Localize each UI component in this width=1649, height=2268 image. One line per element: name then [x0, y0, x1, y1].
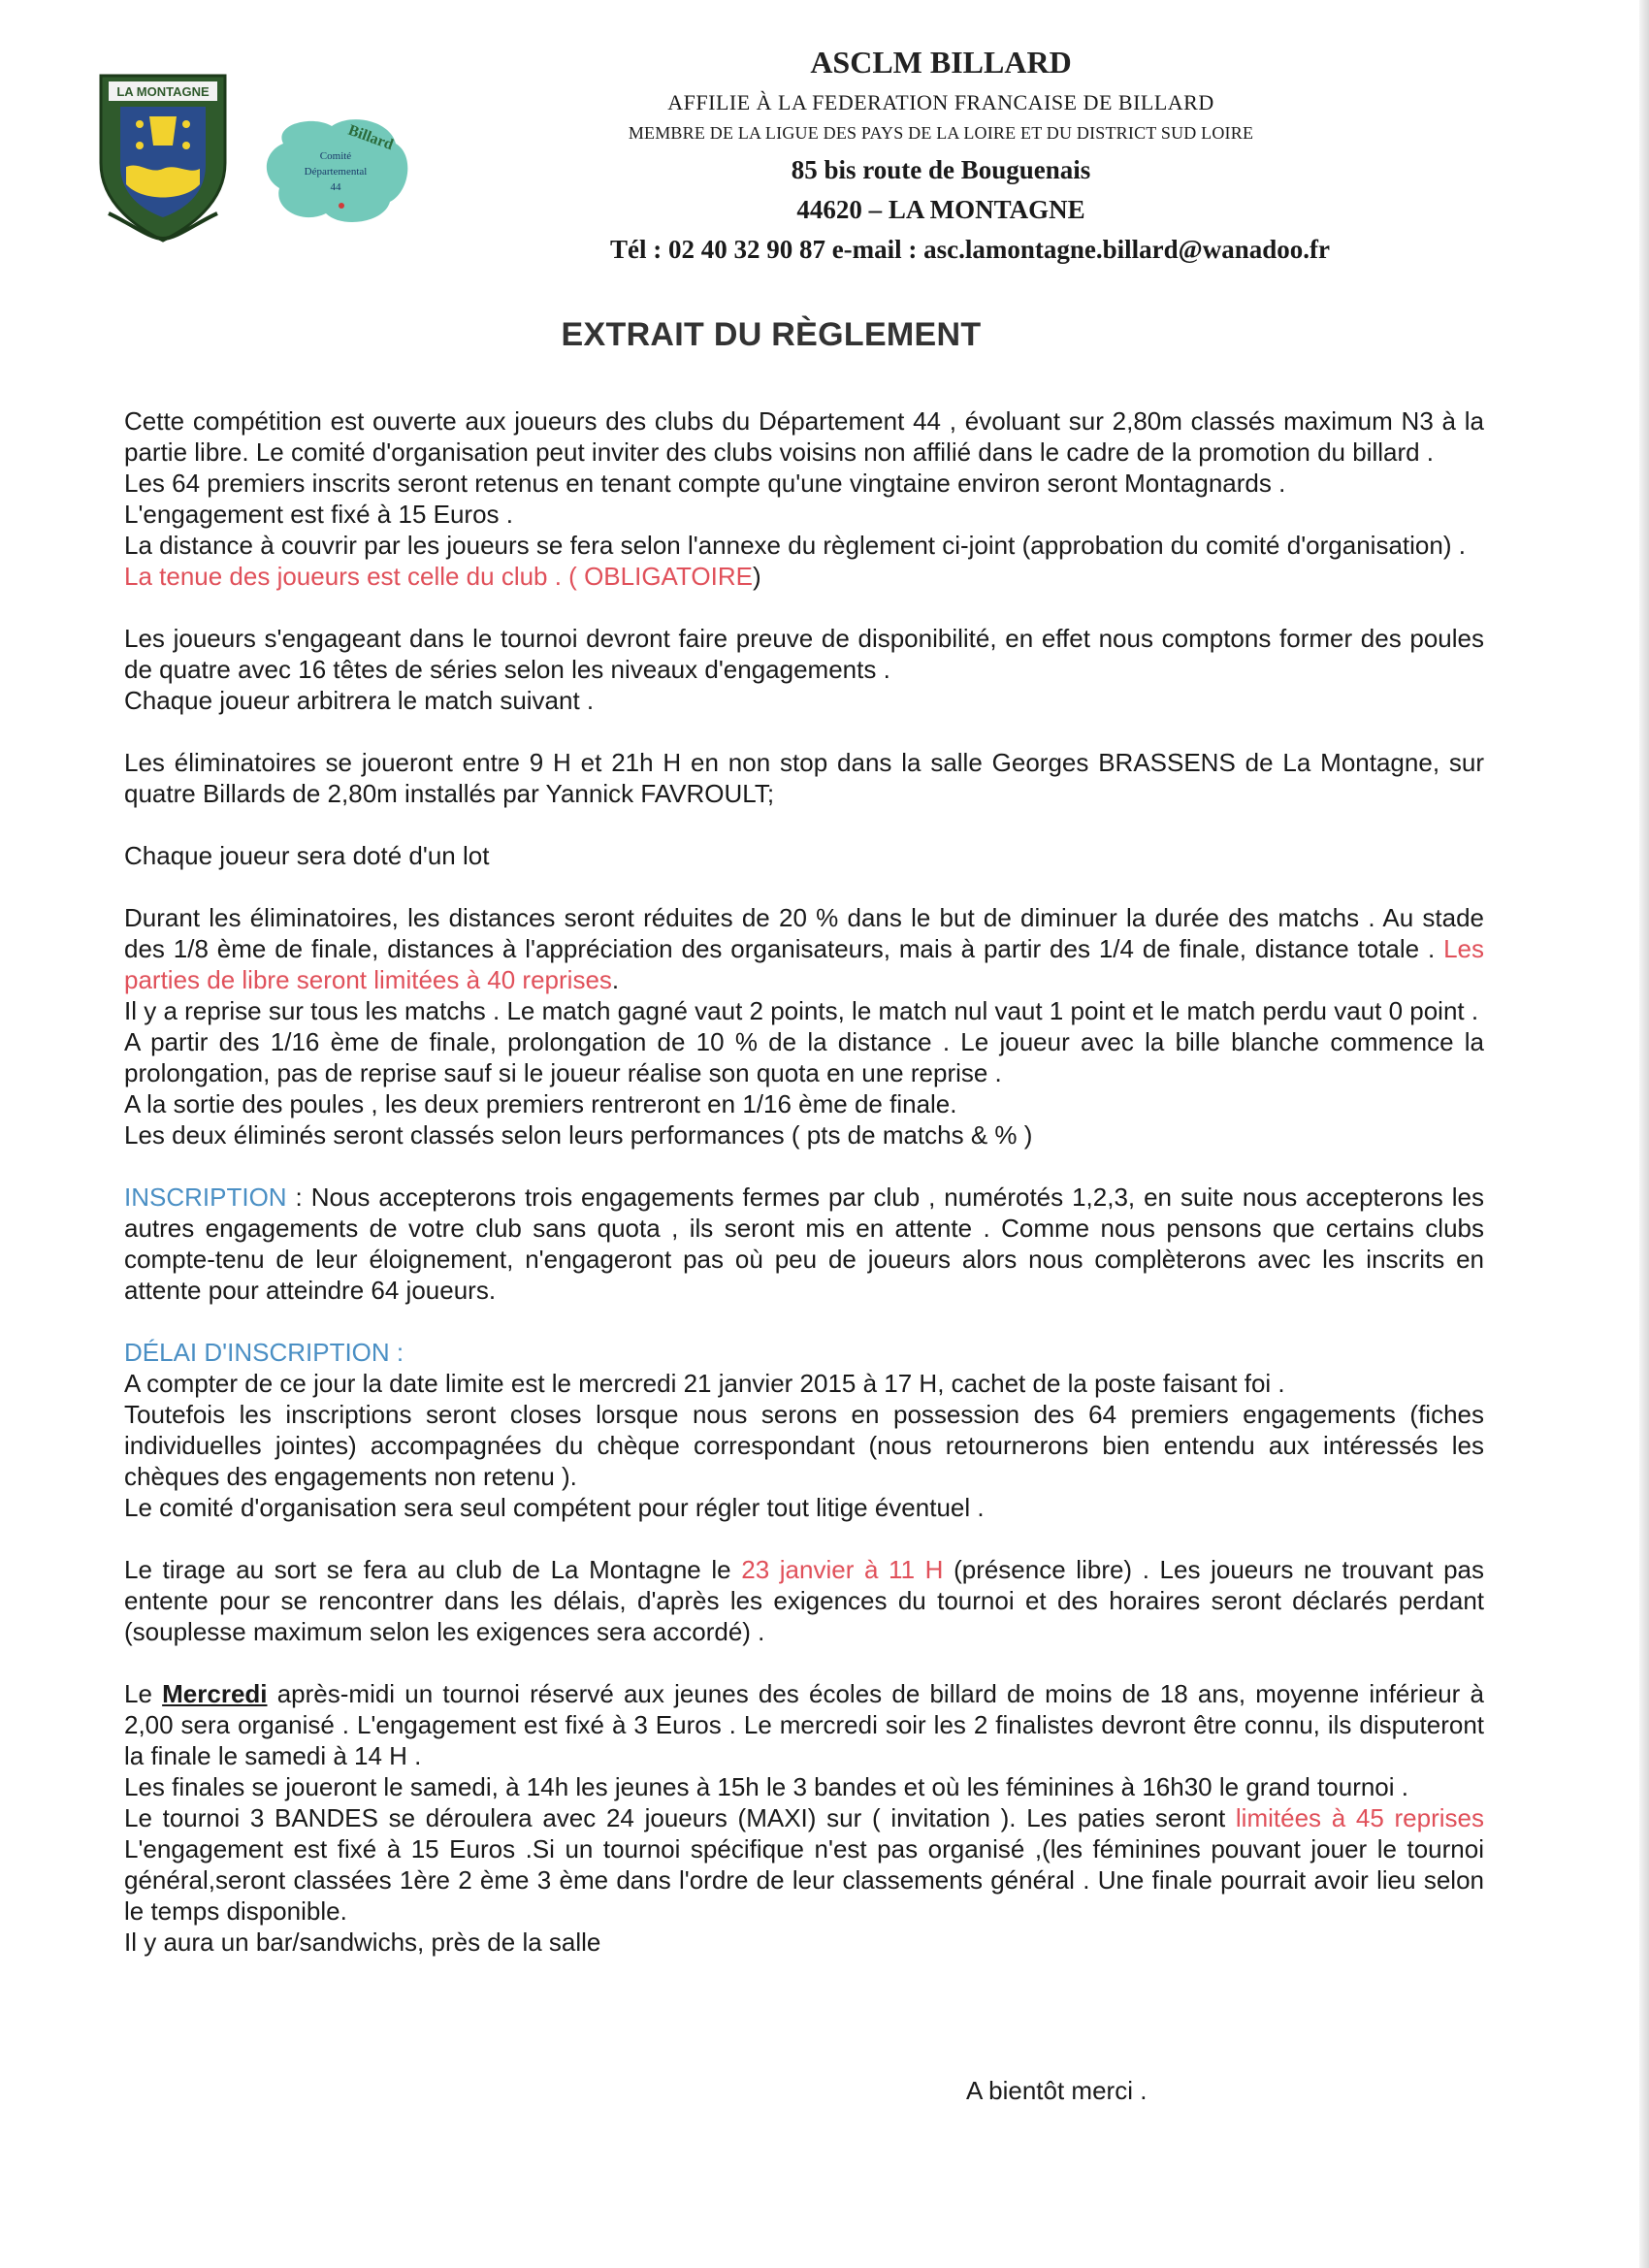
- deadline-label: DÉLAI D'INSCRIPTION :: [124, 1338, 404, 1367]
- letterhead: [456, 45, 1426, 265]
- paragraph-ranking: Les deux éliminés seront classés selon leurs performances ( pts de matchs & % ): [124, 1120, 1033, 1150]
- paragraph-three-cushion: [124, 1802, 1484, 1927]
- document-title: EXTRAIT DU RÈGLEMENT: [561, 316, 982, 353]
- three-cushion-limit-highlight: limitées à 45 reprises: [1235, 1803, 1484, 1832]
- paragraph-deadline: A compter de ce jour la date limite est le mercredi 21 janvier 2015 à 17 H, cachet de la poste faisant foi .: [124, 1369, 1285, 1398]
- distances-end: .: [611, 965, 620, 994]
- paragraph-referee: Chaque joueur arbitrera le match suivant .: [124, 686, 595, 715]
- paragraph-distance: La distance à couvrir par les joueurs se fera selon l'annexe du règlement ci-joint (approbation du comité d'organisation) .: [124, 531, 1466, 560]
- paragraph-committee: Le comité d'organisation sera seul compétent pour régler tout litige éventuel .: [124, 1493, 985, 1522]
- paragraph-availability: Les joueurs s'engageant dans le tournoi devront faire preuve de disponibilité, en effet nous comptons former des poules de quatre avec 16 têtes de séries selon les niveaux d'engagements .: [124, 624, 1484, 684]
- stamp-line-4: 44: [330, 181, 341, 193]
- distances-text: Durant les éliminatoires, les distances seront réduites de 20 % dans le but de diminuer la durée des matchs . Au stade des 1/8 ème de finale, distances à l'appréciation des organisateurs, mais à partir des 1/4 de finale, distance totale .: [124, 903, 1484, 963]
- paragraph-closure: Toutefois les inscriptions seront closes lorsque nous serons en possession des 64 premiers engagements (fiches individuelles jointes) accompagnées du chèque correspondant (nous retournerons bien entendu aux intéressés les chèques des engagements non retenu ).: [124, 1400, 1484, 1491]
- closing-remark: A bientôt merci .: [966, 2076, 1148, 2105]
- paragraph-inscription: [124, 1182, 1484, 1306]
- affiliation-line: AFFILIE À LA FEDERATION FRANCAISE DE BILLARD: [667, 90, 1214, 114]
- paragraph-pools: A la sortie des poules , les deux premiers rentreront en 1/16 ème de finale.: [124, 1089, 957, 1118]
- paragraph-bar: Il y aura un bar/sandwichs, près de la salle: [124, 1928, 601, 1957]
- three-cushion-text: Le tournoi 3 BANDES se déroulera avec 24 joueurs (MAXI) sur ( invitation ). Les paties seront: [124, 1803, 1236, 1832]
- inscription-label: INSCRIPTION: [124, 1183, 287, 1212]
- paragraph-finals: Les finales se joueront le samedi, à 14h les jeunes à 15h le 3 bandes et où les féminines à 16h30 le grand tournoi .: [124, 1772, 1408, 1801]
- paragraph-youth: [124, 1678, 1484, 1771]
- regulation-body: [124, 405, 1484, 1958]
- address-street: 85 bis route de Bouguenais: [791, 155, 1091, 184]
- draw-text-end: (présence libre) . Les joueurs ne trouvant pas entente pour se rencontrer dans les délais, d'après les exigences du tournoi et des horaires seront déclarés perdant (souplesse maximum selon les exigences sera accordé) .: [124, 1555, 1485, 1646]
- wednesday-emphasis: Mercredi: [162, 1679, 268, 1708]
- draw-date-highlight: 23 janvier à 11 H: [741, 1555, 944, 1584]
- paragraph-draw: [124, 1554, 1484, 1647]
- youth-prefix: Le: [124, 1679, 163, 1708]
- stamp-line-3: Départemental: [304, 166, 368, 178]
- three-cushion-end: L'engagement est fixé à 15 Euros .Si un tournoi spécifique n'est pas organisé ,(les féminines pouvant jouer le tournoi général,seront classées 1ère 2 ème 3 ème dans l'ordre de leur classements général . Une finale pourrait avoir lieu selon le temps disponible.: [124, 1834, 1484, 1926]
- stamp-line-1: Billard: [345, 121, 396, 154]
- dress-code-highlight: La tenue des joueurs est celle du club . ( OBLIGATOIRE: [124, 562, 753, 591]
- membership-line: MEMBRE DE LA LIGUE DES PAYS DE LA LOIRE ET DU DISTRICT SUD LOIRE: [628, 123, 1254, 143]
- paragraph-points: Il y a reprise sur tous les matchs . Le match gagné vaut 2 points, le match nul vaut 1 point et le match perdu vaut 0 point .: [124, 996, 1479, 1025]
- address-city: 44620 – LA MONTAGNE: [796, 195, 1085, 224]
- reprise-limit-highlight: Les parties de libre seront limitées à 40 reprises: [124, 934, 1484, 994]
- paragraph-fee: L'engagement est fixé à 15 Euros .: [124, 500, 513, 529]
- youth-text: après-midi un tournoi réservé aux jeunes des écoles de billard de moins de 18 ans, moyenne inférieur à 2,00 sera organisé . L'engagement est fixé à 3 Euros . Le mercredi soir les 2 finalistes devront être connu, ils disputeront la finale le samedi à 14 H .: [124, 1679, 1484, 1770]
- paragraph-prize: Chaque joueur sera doté d'un lot: [124, 841, 490, 870]
- club-crest-logo: [91, 68, 235, 243]
- contact-line: Tél : 02 40 32 90 87 e-mail : asc.lamontagne.billard@wanadoo.fr: [609, 235, 1331, 264]
- scan-edge: [1639, 0, 1649, 2268]
- paragraph-registrants: Les 64 premiers inscrits seront retenus en tenant compte qu'une vingtaine environ seront Montagnards .: [124, 469, 1286, 498]
- paragraph-dress-code: [124, 561, 1484, 592]
- crest-label: LA MONTAGNE: [116, 84, 210, 99]
- committee-stamp-logo: [254, 105, 417, 231]
- club-name: ASCLM BILLARD: [810, 45, 1072, 80]
- inscription-text: : Nous accepterons trois engagements fermes par club , numérotés 1,2,3, en suite nous accepterons les autres engagements de votre club sans quota , ils seront mis en attente . Comme nous pensons que certains clubs compte-tenu de leur éloignement, n'engageront pas où peu de joueurs alors nous complèterons avec les inscrits en attente pour atteindre 64 joueurs.: [124, 1183, 1484, 1305]
- paragraph-extension: A partir des 1/16 ème de finale, prolongation de 10 % de la distance . Le joueur avec la bille blanche commence la prolongation, pas de reprise sauf si le joueur réalise son quota en une reprise .: [124, 1027, 1484, 1087]
- paragraph-schedule: Les éliminatoires se joueront entre 9 H et 21h H en non stop dans la salle Georges BRASSENS de La Montagne, sur quatre Billards de 2,80m installés par Yannick FAVROULT;: [124, 748, 1484, 808]
- paragraph-distances: [124, 902, 1484, 995]
- dress-code-end: ): [752, 562, 761, 591]
- draw-text: Le tirage au sort se fera au club de La Montagne le: [124, 1555, 742, 1584]
- paragraph-eligibility: Cette compétition est ouverte aux joueurs des clubs du Département 44 , évoluant sur 2,80m classés maximum N3 à la partie libre. Le comité d'organisation peut inviter des clubs voisins non affilié dans le cadre de la promotion du billard .: [124, 406, 1484, 467]
- stamp-line-2: Comité: [319, 150, 352, 162]
